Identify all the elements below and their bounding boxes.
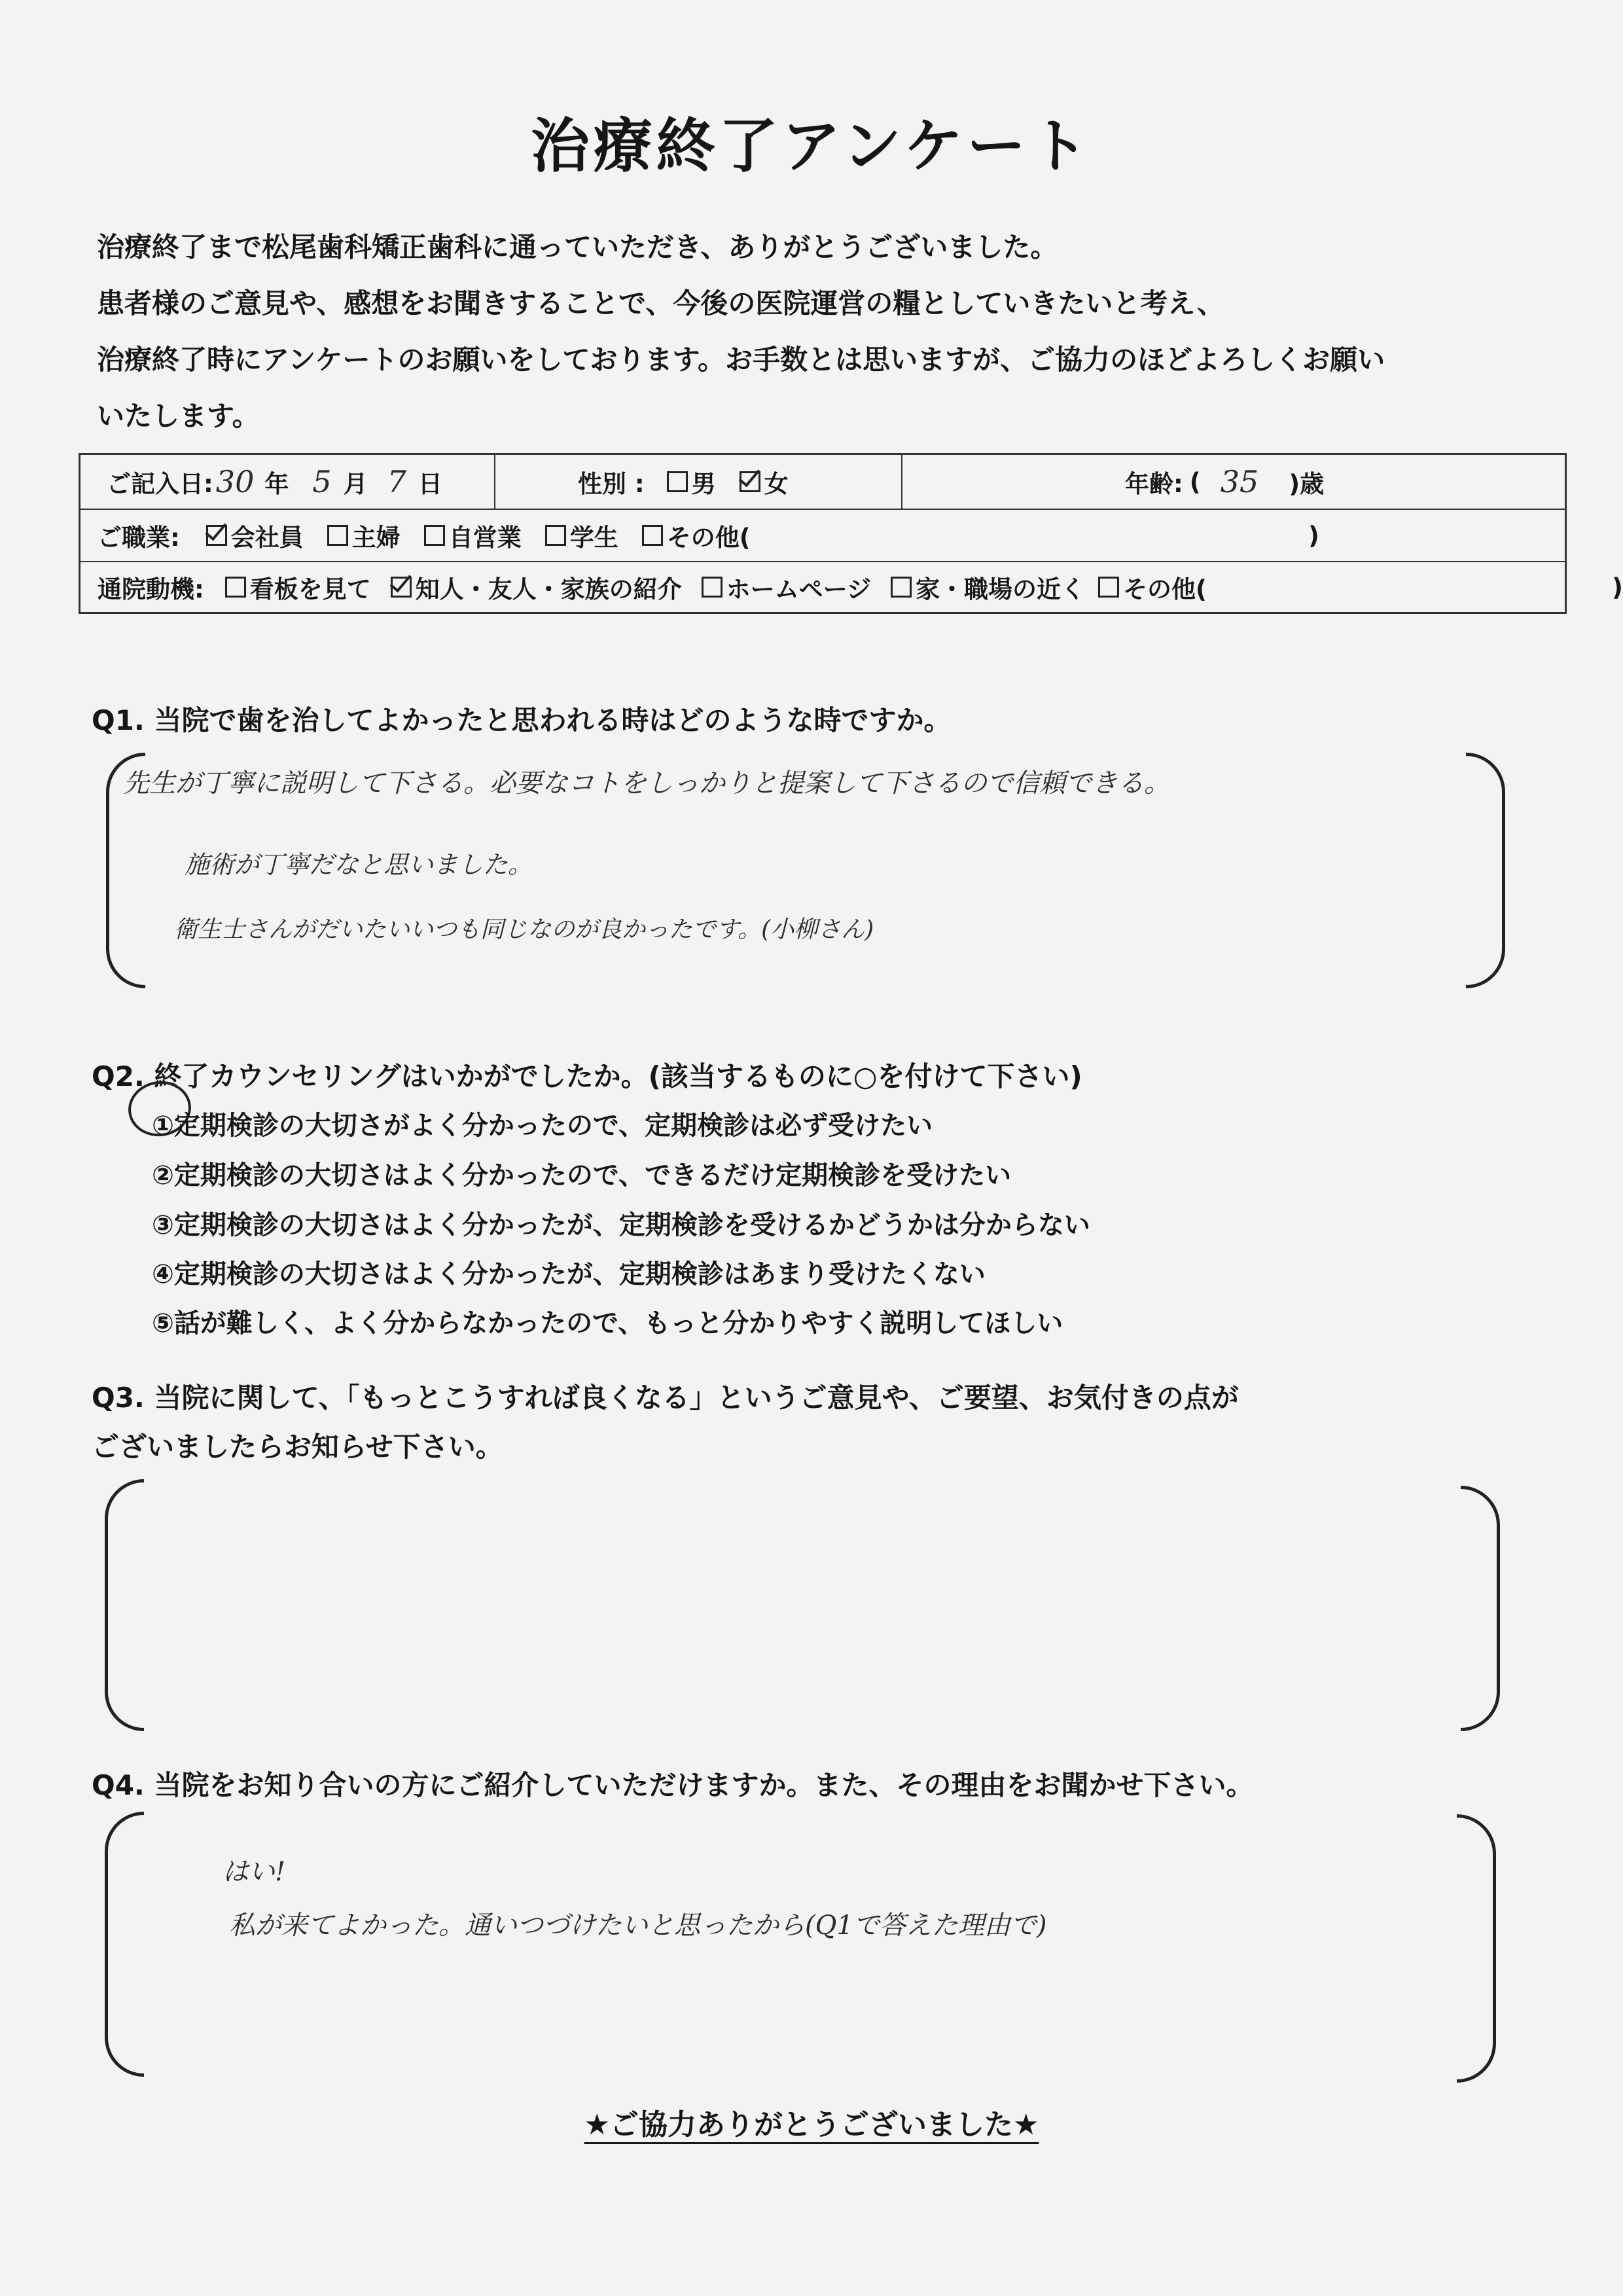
- occupation-option[interactable]: [206, 518, 304, 553]
- occupation-option[interactable]: [545, 518, 618, 553]
- q2-option-5[interactable]: ⑤話が難しく、よく分からなかったので、もっと分かりやすく説明してほしい: [152, 1308, 1063, 1338]
- option-label: 男: [691, 470, 716, 498]
- checked-checkbox-icon[interactable]: [206, 525, 227, 546]
- checked-checkbox-icon[interactable]: [391, 577, 412, 598]
- checkbox-icon[interactable]: [225, 577, 246, 598]
- q1-answer-line: 衛生士さんがだいたいいつも同じなのが良かったです。(小柳さん): [174, 916, 874, 943]
- age-value: 35: [1220, 464, 1259, 499]
- date-day: 7: [387, 464, 406, 499]
- intro-line: 患者様のご意見や、感想をお聞きすることで、今後の医院運営の糧としていきたいと考え、: [97, 287, 1224, 319]
- checkbox-icon[interactable]: [667, 471, 688, 492]
- q2-option-2[interactable]: ②定期検診の大切さはよく分かったので、できるだけ定期検診を受けたい: [152, 1160, 1012, 1191]
- date-field[interactable]: [107, 455, 442, 509]
- month-unit: 月: [343, 470, 368, 498]
- age-field[interactable]: [1125, 455, 1324, 509]
- footer-text: ★ご協力ありがとうございました★: [584, 2108, 1039, 2142]
- occupation-label: ご職業:: [98, 524, 180, 552]
- divider: [901, 455, 902, 509]
- option-label: 女: [764, 470, 789, 498]
- checkbox-icon[interactable]: [642, 525, 663, 546]
- date-year: 30: [215, 464, 255, 499]
- age-label: 年齢:: [1125, 470, 1183, 498]
- year-unit: 年: [264, 470, 289, 498]
- option-label: 主婦: [351, 524, 401, 552]
- motive-option[interactable]: [225, 569, 371, 605]
- motive-close-paren: ): [1612, 573, 1623, 601]
- option-label: その他(: [666, 524, 751, 552]
- q2-option-3[interactable]: ③定期検診の大切さはよく分かったが、定期検診を受けるかどうかは分からない: [152, 1210, 1090, 1240]
- checkbox-icon[interactable]: [1098, 577, 1119, 598]
- info-row-occupation: [80, 509, 1565, 561]
- checkbox-icon[interactable]: [545, 525, 566, 546]
- option-label: 看板を見て: [249, 575, 371, 603]
- option-label: 会社員: [230, 524, 304, 552]
- answer-bracket-left: [105, 1812, 144, 2077]
- q3-question-line: Q3. 当院に関して、「もっとこうすれば良くなる」というご意見や、ご要望、お気付きの点が: [92, 1382, 1239, 1414]
- q4-answer-line: 私が来てよかった。通いつづけたいと思ったから(Q1で答えた理由で): [229, 1910, 1047, 1941]
- occupation-option[interactable]: [424, 518, 522, 553]
- motive-option[interactable]: [391, 569, 682, 605]
- occupation-field: [98, 510, 774, 561]
- patient-info-table: [79, 453, 1623, 614]
- occupation-close-paren: ): [1308, 521, 1319, 550]
- q2-option-4[interactable]: ④定期検診の大切さはよく分かったが、定期検診はあまり受けたくない: [152, 1259, 986, 1289]
- checkbox-icon[interactable]: [327, 525, 348, 546]
- option-label: その他(: [1123, 575, 1207, 603]
- motive-option[interactable]: [891, 569, 1085, 605]
- q1-question: Q1. 当院で歯を治してよかったと思われる時はどのような時ですか。: [92, 704, 952, 736]
- checkbox-icon[interactable]: [702, 577, 722, 598]
- q1-answer-line: 施術が丁寧だなと思いました。: [185, 850, 533, 879]
- intro-line: 治療終了時にアンケートのお願いをしております。お手数とは思いますが、ご協力のほどよろしくお願い: [97, 344, 1385, 376]
- occupation-option-other[interactable]: [642, 518, 751, 553]
- checked-checkbox-icon[interactable]: [740, 471, 760, 492]
- answer-bracket-right: [1457, 1814, 1496, 2083]
- info-row-date-gender-age: [80, 455, 1565, 509]
- answer-bracket-right: [1466, 753, 1505, 988]
- gender-label: 性別 :: [578, 470, 645, 498]
- age-open-paren: (: [1189, 467, 1201, 496]
- q4-answer-line: はい!: [223, 1857, 286, 1887]
- info-row-motive: [80, 561, 1623, 612]
- option-label: 家・職場の近く: [916, 575, 1086, 603]
- q1-answer-line: 先生が丁寧に説明して下さる。必要なコトをしっかりと提案して下さるので信頼できる。: [123, 768, 1170, 798]
- option-label: 自営業: [448, 524, 522, 552]
- date-month: 5: [312, 464, 332, 499]
- age-close: )歳: [1289, 470, 1325, 498]
- answer-bracket-left: [105, 1479, 144, 1731]
- date-label: ご記入日:: [107, 470, 213, 498]
- q2-question: Q2. 終了カウンセリングはいかがでしたか。(該当するものに○を付けて下さい): [92, 1060, 1082, 1092]
- motive-label: 通院動機:: [98, 575, 204, 603]
- intro-line: 治療終了まで松尾歯科矯正歯科に通っていただき、ありがとうございました。: [97, 231, 1058, 263]
- thank-you-footer: [0, 2101, 1623, 2143]
- option-label: 学生: [569, 524, 618, 552]
- motive-option[interactable]: [702, 569, 871, 605]
- intro-text: [97, 219, 1569, 444]
- divider: [494, 455, 495, 509]
- day-unit: 日: [418, 470, 442, 498]
- intro-line: いたします。: [97, 400, 260, 432]
- q2-option-1[interactable]: ①定期検診の大切さがよく分かったので、定期検診は必ず受けたい: [152, 1111, 933, 1141]
- motive-field: [98, 562, 1230, 612]
- occupation-option[interactable]: [327, 518, 401, 553]
- q3-question-line: ございましたらお知らせ下さい。: [92, 1431, 503, 1463]
- page-title: 治療終了アンケート: [530, 112, 1093, 181]
- motive-option-other[interactable]: [1098, 569, 1207, 605]
- option-label: ホームページ: [726, 575, 872, 603]
- option-label: 知人・友人・家族の紹介: [415, 575, 682, 603]
- checkbox-icon[interactable]: [424, 525, 445, 546]
- gender-option-male[interactable]: [667, 464, 716, 499]
- gender-field: [578, 455, 812, 509]
- gender-option-female[interactable]: [740, 464, 789, 499]
- q4-question: Q4. 当院をお知り合いの方にご紹介していただけますか。また、その理由をお聞かせ下さい。: [92, 1769, 1254, 1801]
- answer-bracket-right: [1461, 1486, 1500, 1731]
- checkbox-icon[interactable]: [891, 577, 912, 598]
